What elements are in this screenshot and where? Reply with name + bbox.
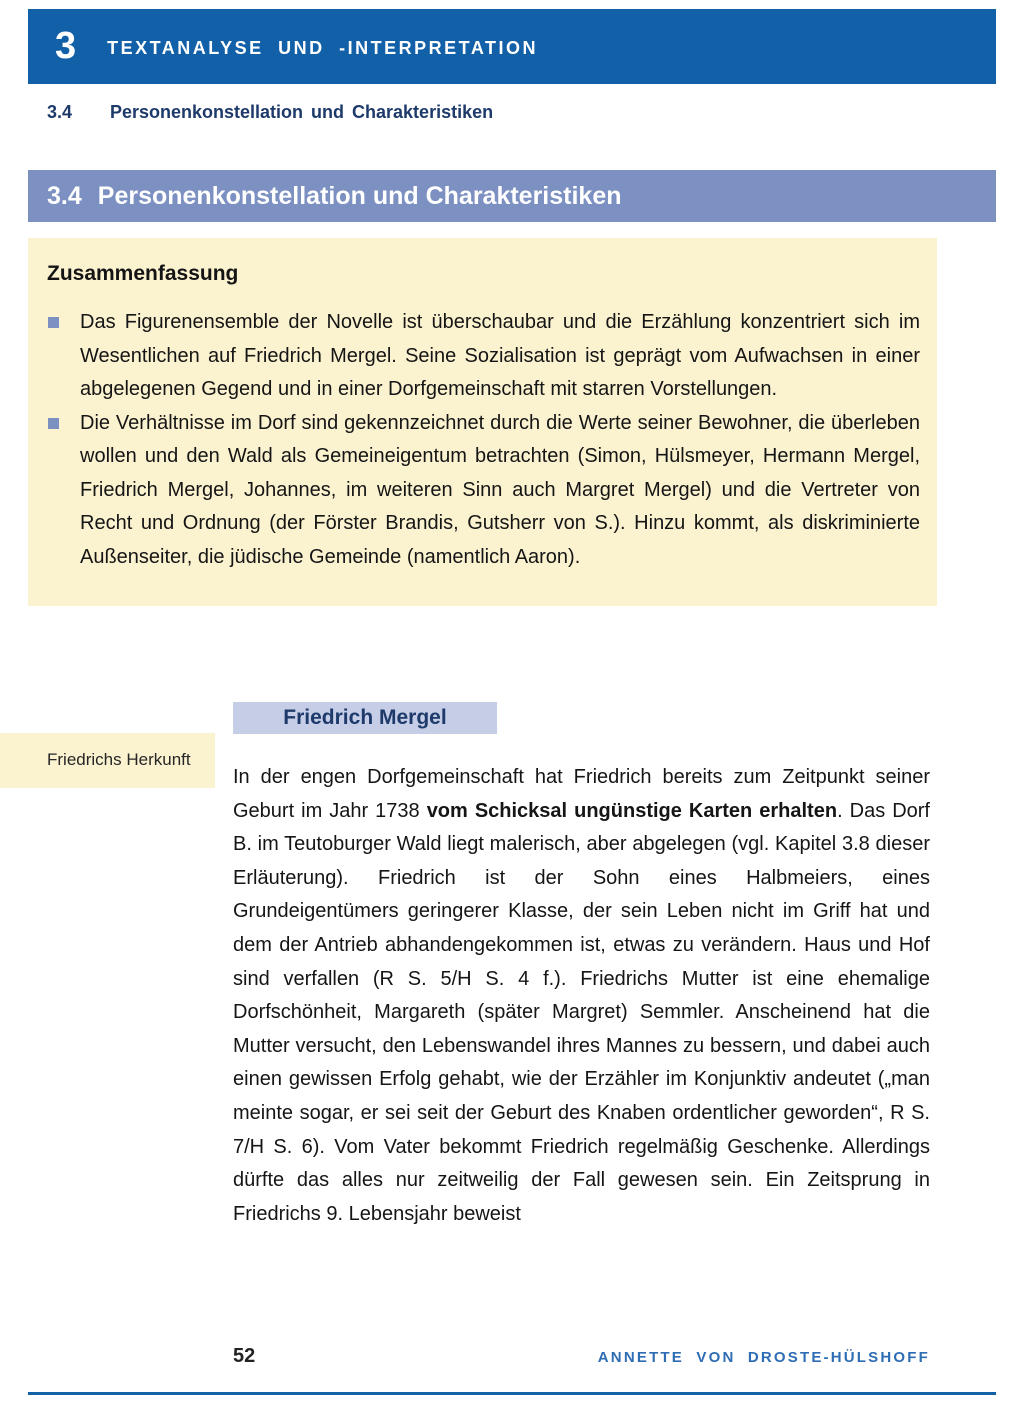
footer-rule [28,1392,996,1395]
square-bullet-icon [48,317,59,328]
summary-bullet-list [47,306,920,574]
section-heading-title: Personenkonstellation und Charakteristiken [97,181,622,210]
summary-bullet-text: Das Figurenensemble der Novelle ist überschaubar und die Erzählung konzentriert sich im Wesentlichen auf Friedrich Mergel. Seine Sozialisation ist geprägt vom Aufwachsen in einer abgelegenen Gegend und in einer Dorfgemeinschaft mit starren Vorstellungen. [80,311,920,400]
chapter-title: TEXTANALYSE UND -INTERPRETATION [107,37,538,58]
bold-keyphrase: vom Schicksal ungünstige Karten erhalten [426,799,838,822]
summary-box [28,238,937,606]
running-head [47,102,493,123]
running-head-number: 3.4 [47,102,73,122]
section-heading-number: 3.4 [47,181,82,210]
running-head-title: Personenkonstellation und Charakteristiken [110,102,494,122]
page-footer [233,1345,930,1368]
summary-bullet-item [47,407,920,575]
body-paragraph [233,761,930,1231]
margin-note [0,733,215,788]
chapter-banner [28,9,996,84]
page-number: 52 [233,1345,256,1367]
chapter-number: 3 [55,25,77,67]
summary-bullet-item [47,306,920,407]
section-heading-bar [28,170,996,222]
margin-note-text: Friedrichs Herkunft [47,750,191,769]
character-heading-label [233,702,497,734]
paragraph-segment-after: . Das Dorf B. im Teutoburger Wald liegt malerisch, aber abgelegen (vgl. Kapitel 3.8 dieser Erläuterung). Friedrich ist der Sohn eines Halbmeiers, eines Grundeigentümers geringerer Klasse, der sein Leben nicht im Griff hat und dem der Antrieb abhandengekommen ist, etwas zu verändern. Haus und Hof sind verfallen (R S. 5/H S. 4 f.). Friedrichs Mutter ist eine ehemalige Dorfschönheit, Margareth (später Margret) Semmler. Anscheinend hat die Mutter versucht, den Lebenswandel ihres Mannes zu bessern, und dabei auch einen gewissen Erfolg gehabt, wie der Erzähler im Konjunktiv andeutet („man meinte sogar, er sei seit der Geburt des Knaben ordentlicher geworden“, R S. 7/H S. 6). Vom Vater bekommt Friedrich regelmäßig Geschenke. Allerdings dürfte das alles nur zeitweilig der Fall gewesen sein. Ein Zeitsprung in Friedrichs 9. Lebensjahr beweist [233,799,930,1225]
summary-title: Zusammenfassung [47,262,239,285]
paragraph-segment-before: In der engen Dorfgemeinschaft hat Friedrich bereits zum Zeitpunkt seiner Geburt im Jahr 1738 [233,766,930,822]
character-heading-text: Friedrich Mergel [283,706,447,729]
book-author: ANNETTE VON DROSTE-HÜLSHOFF [597,1349,930,1366]
summary-bullet-text: Die Verhältnisse im Dorf sind gekennzeichnet durch die Werte seiner Bewohner, die überleben wollen und den Wald als Gemeineigentum betrachten (Simon, Hülsmeyer, Hermann Mergel, Friedrich Mergel, Johannes, im weiteren Sinn auch Margret Mergel) und die Vertreter von Recht und Ordnung (der Förster Brandis, Gutsherr von S.). Hinzu kommt, als diskriminierte Außenseiter, die jüdische Gemeinde (namentlich Aaron). [80,411,920,568]
square-bullet-icon [48,418,59,429]
